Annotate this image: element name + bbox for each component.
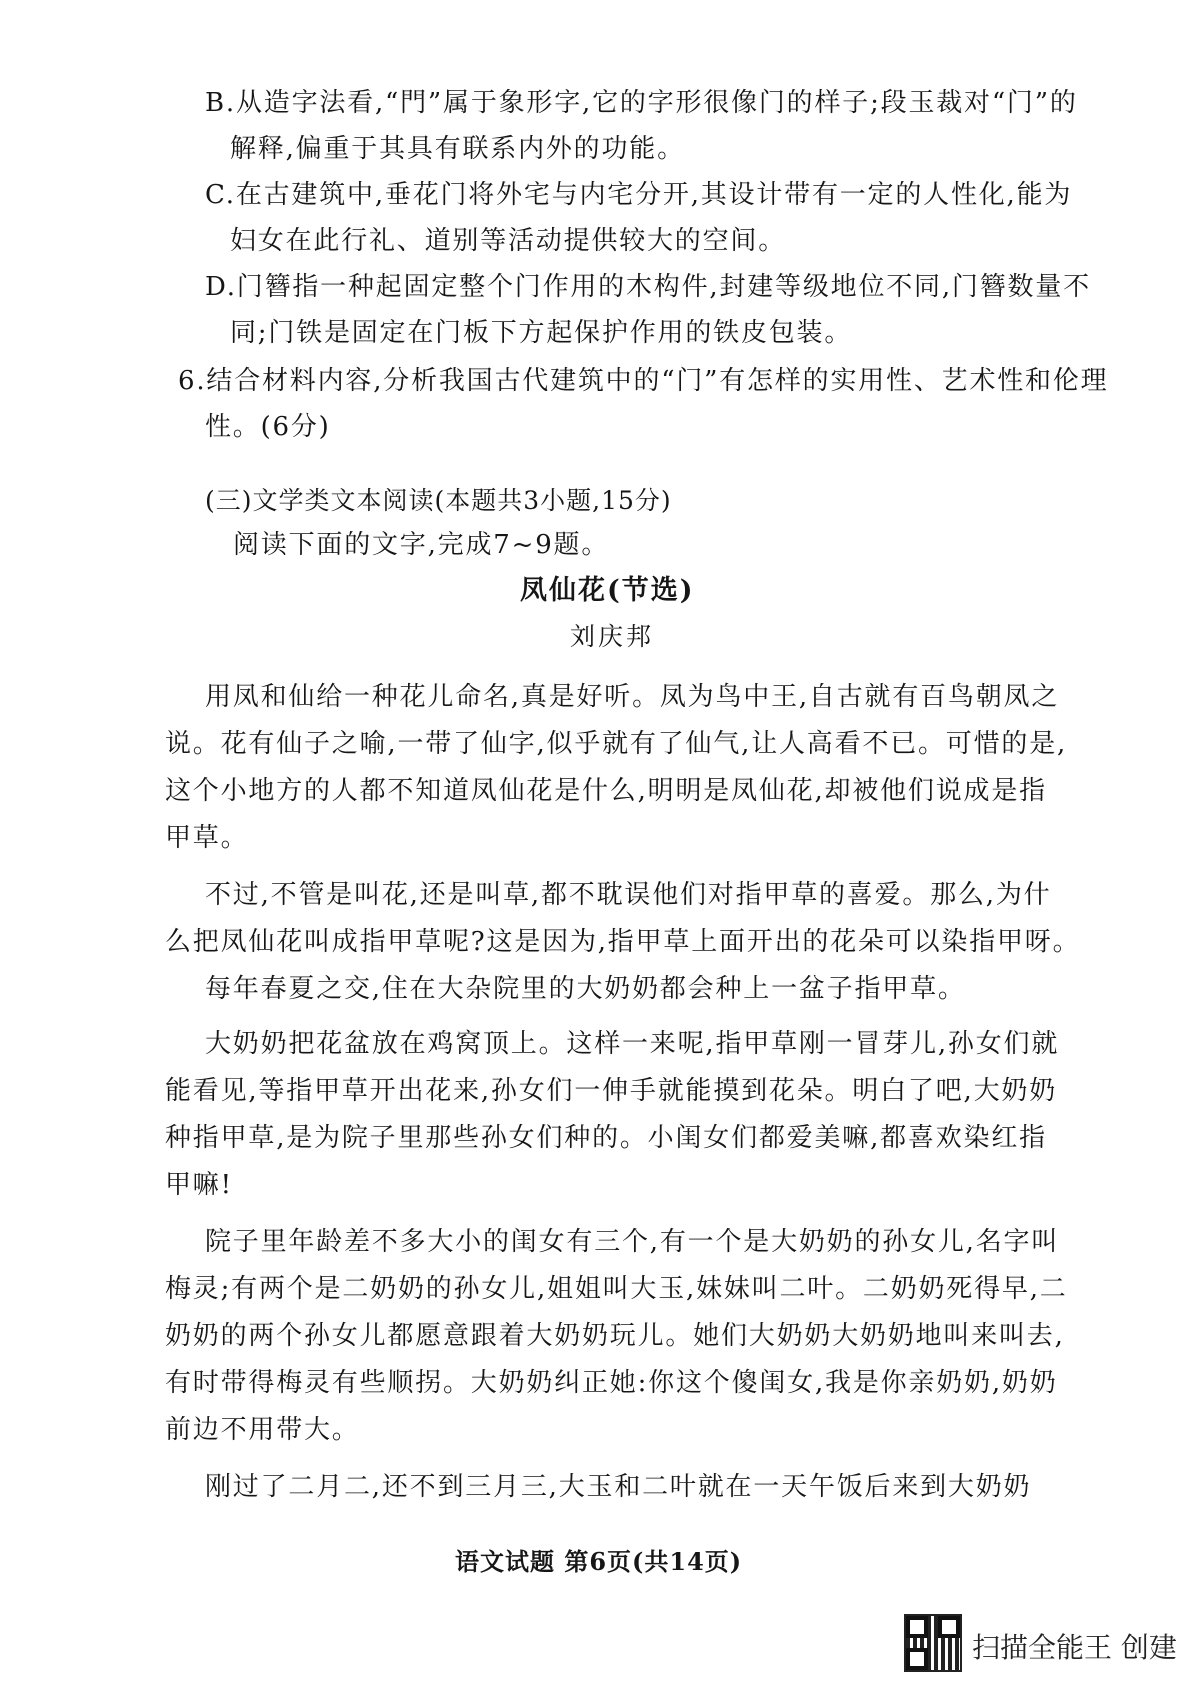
passage-line: 每年春夏之交,住在大杂院里的大奶奶都会种上一盆子指甲草。 [205,974,966,1004]
passage-line: 大奶奶把花盆放在鸡窝顶上。这样一来呢,指甲草刚一冒芽儿,孙女们就 [205,1029,1060,1059]
passage-title: 凤仙花(节选) [520,575,695,606]
reading-instruction: 阅读下面的文字,完成7~9题。 [233,530,610,560]
passage-line: 刚过了二月二,还不到三月三,大玉和二叶就在一天午饭后来到大奶奶 [205,1472,1032,1502]
passage-author: 刘庆邦 [570,622,655,651]
passage-line: 有时带得梅灵有些顺拐。大奶奶纠正她:你这个傻闺女,我是你亲奶奶,奶奶 [165,1368,1058,1398]
passage-line: 能看见,等指甲草开出花来,孙女们一伸手就能摸到花朵。明白了吧,大奶奶 [165,1076,1057,1106]
passage-line: 么把凤仙花叫成指甲草呢?这是因为,指甲草上面开出的花朵可以染指甲呀。 [165,927,1081,957]
passage-line: 院子里年龄差不多大小的闺女有三个,有一个是大奶奶的孙女儿,名字叫 [205,1227,1060,1257]
option-b-line-1: B.从造字法看,“門”属于象形字,它的字形很像门的样子;段玉裁对“门”的 [205,88,1078,118]
passage-line: 说。花有仙子之喻,一带了仙字,似乎就有了仙气,让人高看不已。可惜的是, [165,729,1068,759]
option-d-line-1: D.门簪指一种起固定整个门作用的木构件,封建等级地位不同,门簪数量不 [205,272,1091,302]
option-c-line-2: 妇女在此行礼、道别等活动提供较大的空间。 [230,226,787,256]
scanner-watermark: 扫描全能王 创建 [972,1631,1177,1664]
qr-code-icon [906,1616,960,1670]
passage-line: 前边不用带大。 [165,1415,360,1445]
passage-line: 甲草。 [165,823,249,853]
option-b-line-2: 解释,偏重于其具有联系内外的功能。 [230,134,685,164]
passage-line: 甲嘛! [165,1170,233,1200]
passage-line: 用凤和仙给一种花儿命名,真是好听。凤为鸟中王,自古就有百鸟朝凤之 [205,682,1060,712]
passage-line: 这个小地方的人都不知道凤仙花是什么,明明是凤仙花,却被他们说成是指 [165,776,1047,806]
question-6-line-1: 6.结合材料内容,分析我国古代建筑中的“门”有怎样的实用性、艺术性和伦理 [178,366,1109,396]
question-6-line-2: 性。(6分) [205,412,331,442]
passage-line: 不过,不管是叫花,还是叫草,都不耽误他们对指甲草的喜爱。那么,为什 [205,880,1052,910]
passage-line: 奶奶的两个孙女儿都愿意跟着大奶奶玩儿。她们大奶奶大奶奶地叫来叫去, [165,1321,1065,1351]
section-heading: (三)文学类文本阅读(本题共3小题,15分) [205,486,672,515]
page-number-label: 语文试题 第6页(共14页) [455,1547,743,1576]
option-d-line-2: 同;门铁是固定在门板下方起保护作用的铁皮包装。 [230,318,853,348]
passage-line: 种指甲草,是为院子里那些孙女们种的。小闺女们都爱美嘛,都喜欢染红指 [165,1123,1047,1153]
passage-line: 梅灵;有两个是二奶奶的孙女儿,姐姐叫大玉,妹妹叫二叶。二奶奶死得早,二 [165,1274,1068,1304]
option-c-line-1: C.在古建筑中,垂花门将外宅与内宅分开,其设计带有一定的人性化,能为 [205,180,1073,210]
